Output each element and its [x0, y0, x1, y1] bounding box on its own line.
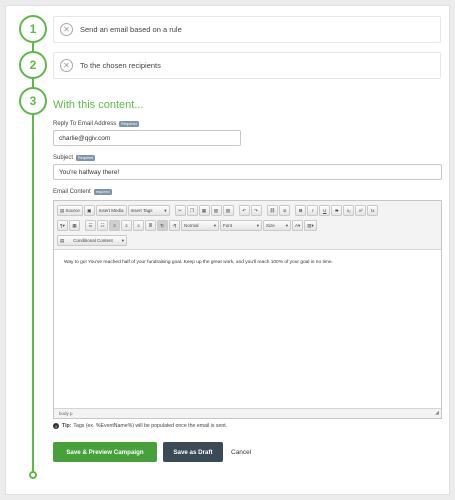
- reply-to-value: charlie@qgiv.com: [59, 134, 111, 142]
- superscript-button[interactable]: [355, 205, 366, 216]
- source-button[interactable]: [57, 205, 83, 216]
- close-icon[interactable]: ✕: [60, 59, 73, 72]
- numbered-list-icon: ☰: [88, 222, 93, 228]
- special-char-icon: ¶▾: [60, 222, 65, 228]
- required-badge: required: [95, 190, 110, 194]
- subject-field[interactable]: [53, 164, 442, 180]
- subject-label: Subject: [53, 155, 74, 161]
- info-icon: i: [53, 423, 59, 429]
- undo-button[interactable]: [239, 205, 250, 216]
- numbered-list-button[interactable]: [85, 220, 96, 231]
- unlink-button[interactable]: [279, 205, 290, 216]
- step-number: 2: [29, 58, 37, 72]
- step-2-indicator: [19, 51, 47, 79]
- special-char-dropdown[interactable]: [57, 220, 68, 231]
- scissors-icon: ✂: [178, 207, 182, 213]
- insert-media-button[interactable]: [96, 205, 127, 216]
- align-center-icon: ≡: [125, 223, 128, 228]
- font-value: Font: [223, 223, 233, 228]
- required-badge: Required: [121, 122, 137, 126]
- insert-tags-label: Insert Tags: [130, 208, 153, 213]
- text-ltr-button[interactable]: [157, 220, 168, 231]
- paste-text-button[interactable]: [211, 205, 222, 216]
- superscript-icon: x²: [358, 208, 363, 213]
- email-content-label-row: [53, 189, 112, 195]
- strikethrough-button[interactable]: [331, 205, 342, 216]
- progress-end-dot: [29, 471, 37, 479]
- chevron-down-icon: ▾: [285, 222, 288, 228]
- copy-icon: ❐: [190, 207, 195, 213]
- italic-icon: I: [312, 208, 314, 213]
- remove-format-icon: Ix: [371, 208, 375, 213]
- redo-button[interactable]: [251, 205, 262, 216]
- copy-button[interactable]: [187, 205, 198, 216]
- campaign-editor-page: [5, 5, 450, 495]
- email-content-label: Email Content: [53, 189, 91, 195]
- size-dropdown[interactable]: [263, 220, 291, 231]
- save-preview-label: Save & Preview Campaign: [66, 448, 144, 456]
- align-left-icon: ≡: [113, 223, 116, 228]
- close-icon[interactable]: ✕: [60, 23, 73, 36]
- bold-button[interactable]: [295, 205, 306, 216]
- image-icon: ▣: [87, 207, 92, 213]
- step-1-indicator: [19, 15, 47, 43]
- text-direction-ltr-icon: ¶›: [160, 223, 165, 228]
- bulleted-list-button[interactable]: [97, 220, 108, 231]
- reply-to-label-row: [53, 121, 139, 127]
- size-value: Size: [266, 223, 275, 228]
- editor-statusbar: body p: [59, 411, 73, 416]
- conditional-content-icon: ▤: [60, 237, 65, 243]
- step-2-card[interactable]: [53, 52, 441, 79]
- step-2-label: To the chosen recipients: [80, 61, 161, 70]
- chevron-down-icon: ▾: [213, 222, 216, 228]
- toolbar-row-2: [57, 219, 438, 232]
- font-dropdown[interactable]: [220, 220, 262, 231]
- image-button[interactable]: [84, 205, 95, 216]
- save-preview-campaign-button[interactable]: [53, 442, 157, 462]
- save-draft-label: Save as Draft: [173, 448, 213, 456]
- reply-to-email-field[interactable]: [53, 130, 241, 146]
- subject-label-row: [53, 155, 95, 161]
- insert-media-label: Insert Media: [98, 208, 124, 213]
- reply-to-label: Reply To Email Address: [53, 121, 117, 127]
- align-left-button[interactable]: [109, 220, 120, 231]
- step-1-card[interactable]: [53, 16, 441, 43]
- source-label: Source: [65, 208, 80, 213]
- step-3-indicator: [19, 87, 47, 115]
- link-icon: ⛓: [269, 207, 276, 213]
- chevron-down-icon: ▾: [164, 207, 167, 213]
- subscript-icon: x₂: [346, 208, 351, 213]
- editor-content-area[interactable]: [54, 249, 441, 409]
- chevron-down-icon: ▾: [121, 237, 124, 243]
- email-body-text: Way to go! You've reached half of your fundraising goal. Keep up the great work, and you'll reach 100% of your goal in no time.: [64, 260, 333, 265]
- underline-button[interactable]: [319, 205, 330, 216]
- remove-format-button[interactable]: [367, 205, 378, 216]
- cancel-link[interactable]: Cancel: [231, 449, 252, 456]
- link-button[interactable]: [267, 205, 279, 216]
- required-badge: Required: [78, 156, 94, 160]
- rich-text-editor: [53, 200, 442, 419]
- justify-button[interactable]: [145, 220, 156, 231]
- toolbar-row-3: [57, 234, 438, 247]
- insert-tags-dropdown[interactable]: [128, 205, 170, 216]
- paste-text-icon: ▧: [213, 207, 219, 213]
- justify-icon: ≣: [148, 222, 153, 228]
- redo-icon: ↷: [254, 207, 258, 213]
- tip-bold-label: Tip:: [62, 423, 72, 429]
- paste-button[interactable]: [199, 205, 210, 216]
- subject-value: You're halfway there!: [59, 168, 120, 176]
- table-button[interactable]: [69, 220, 80, 231]
- progress-line: [32, 114, 34, 472]
- chevron-down-icon: ▾: [256, 222, 259, 228]
- step-number: 3: [29, 94, 37, 108]
- paste-word-button[interactable]: [223, 205, 234, 216]
- step-3-title: With this content...: [53, 99, 144, 111]
- tip-text: Tags (ex. %EventName%) will be populated once the email is sent.: [73, 423, 228, 429]
- align-right-icon: ≡: [137, 223, 140, 228]
- unlink-icon: ⊘: [282, 207, 287, 213]
- tip-row: [53, 423, 227, 429]
- conditional-content-label: Conditional Content: [73, 238, 113, 243]
- text-rtl-button[interactable]: [169, 220, 180, 231]
- subscript-button[interactable]: [343, 205, 354, 216]
- bold-icon: B: [299, 208, 303, 213]
- toolbar-row-1: [57, 204, 438, 217]
- align-center-button[interactable]: [121, 220, 132, 231]
- paste-word-icon: ▨: [225, 207, 231, 213]
- underline-icon: U: [323, 208, 327, 213]
- italic-button[interactable]: [307, 205, 318, 216]
- format-dropdown[interactable]: [181, 220, 219, 231]
- step-1-label: Send an email based on a rule: [80, 25, 182, 34]
- text-direction-rtl-icon: ‹¶: [172, 223, 177, 228]
- cut-button[interactable]: [175, 205, 186, 216]
- text-color-icon: A▾: [295, 222, 301, 228]
- align-right-button[interactable]: [133, 220, 144, 231]
- save-as-draft-button[interactable]: [163, 442, 223, 462]
- background-color-dropdown[interactable]: [304, 220, 317, 231]
- conditional-content-dropdown[interactable]: [57, 235, 127, 246]
- paste-icon: ▦: [201, 207, 207, 213]
- format-value: Normal: [184, 223, 199, 228]
- step-number: 1: [29, 22, 37, 36]
- undo-icon: ↶: [242, 207, 246, 213]
- resize-handle-icon[interactable]: ◢: [435, 410, 439, 416]
- bulleted-list-icon: ☷: [100, 222, 105, 228]
- table-icon: ▦: [72, 222, 77, 228]
- strikethrough-icon: S: [335, 208, 339, 213]
- source-icon: ▤: [60, 207, 66, 213]
- text-color-dropdown[interactable]: [292, 220, 303, 231]
- editor-toolbar: [54, 201, 441, 249]
- background-color-icon: ▨▾: [307, 222, 314, 228]
